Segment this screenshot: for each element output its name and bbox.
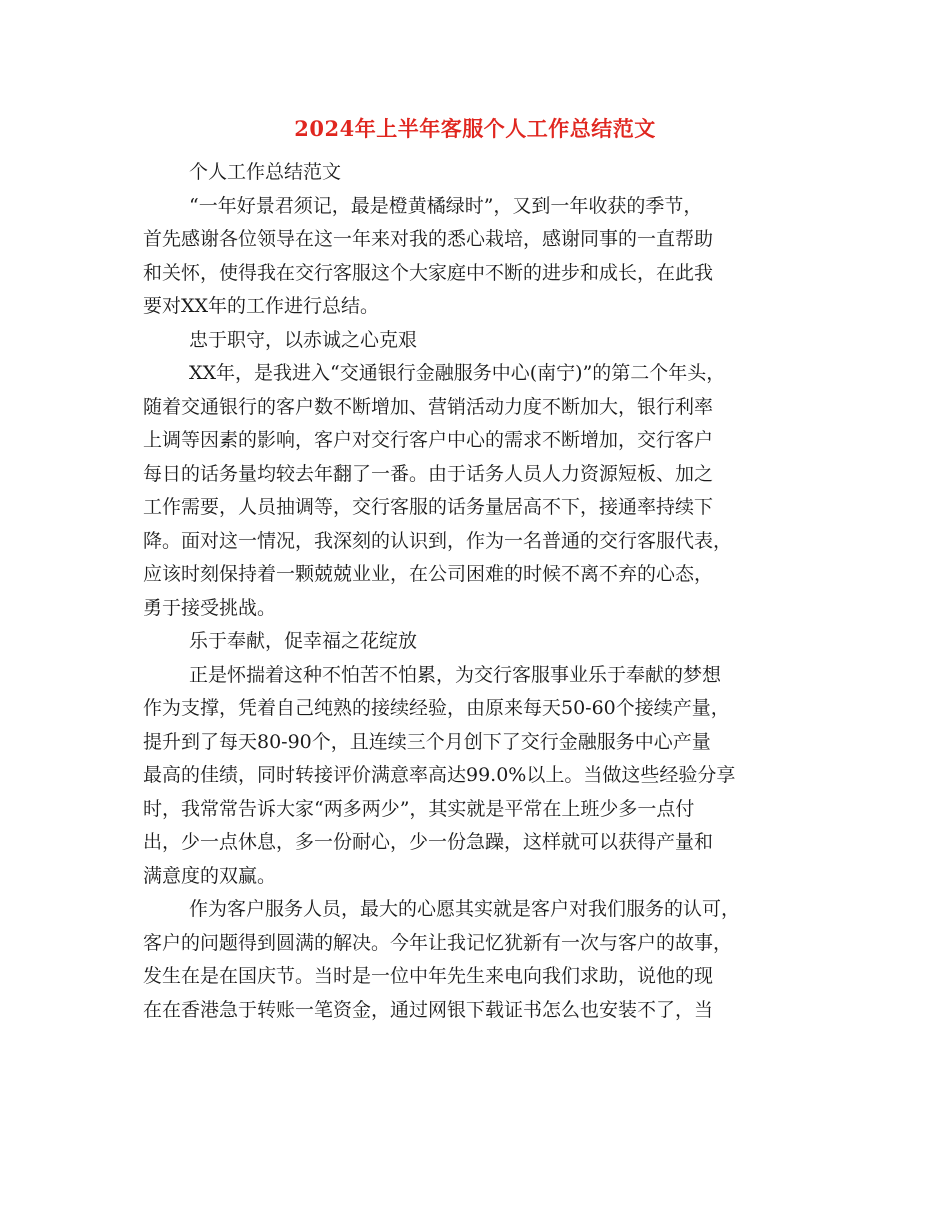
text-line: 发生在是在国庆节。当时是一位中年先生来电向我们求助，说他的现 [143,965,714,987]
document-body [143,156,823,1027]
text-line: 作为支撑，凭着自己纯熟的接续经验，由原来每天50-60个接续产量， [143,697,730,719]
document-title: 2024年上半年客服个人工作总结范文 [294,116,656,141]
text-line: 出，少一点休息，多一份耐心，少一份急躁，这样就可以获得产量和 [143,831,714,853]
text-line: “一年好景君须记，最是橙黄橘绿时”，又到一年收获的季节， [189,194,703,217]
text-line: 要对XX年的工作进行总结。 [143,295,380,317]
text-line: XX年，是我进入“交通银行金融服务中心(南宁)”的第二个年头， [189,362,726,384]
text-line: 正是怀揣着这种不怕苦不怕累，为交行客服事业乐于奉献的梦想 [189,663,722,686]
text-line: 忠于职守，以赤诚之心克艰 [189,328,418,351]
text-line: 和关怀，使得我在交行客服这个大家庭中不断的进步和成长，在此我 [143,261,714,284]
text-line: 上调等因素的影响，客户对交行客户中心的需求不断增加，交行客户 [143,429,714,451]
text-line: 每日的话务量均较去年翻了一番。由于话务人员人力资源短板、加之 [143,462,714,485]
text-line: 最高的佳绩，同时转接评价满意率高达99.0%以上。当做这些经验分享 [143,764,736,786]
text-line: 降。面对这一情况，我深刻的认识到，作为一名普通的交行客服代表， [143,529,733,552]
text-line: 个人工作总结范文 [189,161,342,183]
text-line: 随着交通银行的客户数不断增加、营销活动力度不断加大，银行利率 [143,395,714,418]
text-line: 应该时刻保持着一颗兢兢业业，在公司困难的时候不离不弃的心态， [143,563,714,585]
text-line: 首先感谢各位领导在这一年来对我的悉心栽培，感谢同事的一直帮助 [143,228,714,250]
text-line: 客户的问题得到圆满的解决。今年让我记忆犹新有一次与客户的故事， [143,931,733,954]
text-line: 乐于奉献，促幸福之花绽放 [189,630,418,652]
text-line: 工作需要，人员抽调等，交行客服的话务量居高不下，接通率持续下 [143,496,714,518]
text-line: 勇于接受挑战。 [143,596,277,619]
text-line: 时，我常常告诉大家“两多两少”，其实就是平常在上班少多一点付 [143,797,695,820]
text-line: 作为客户服务人员，最大的心愿其实就是客户对我们服务的认可， [189,898,741,920]
text-line: 在在香港急于转账一笔资金，通过网银下载证书怎么也安装不了，当 [143,998,714,1021]
text-line: 满意度的双赢。 [143,864,277,887]
text-line: 提升到了每天80-90个，且连续三个月创下了交行金融服务中心产量 [143,730,711,753]
